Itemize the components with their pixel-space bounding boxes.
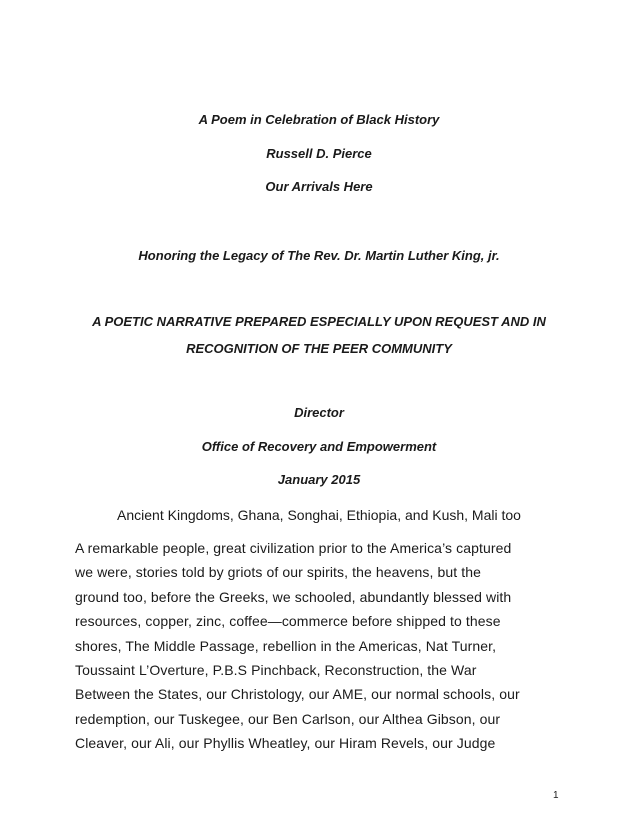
body-line: Toussaint L’Overture, P.B.S Pinchback, Reconstruction, the War (75, 662, 477, 679)
role-title: Director (294, 405, 344, 420)
narrative-heading-line1: A POETIC NARRATIVE PREPARED ESPECIALLY UPON REQUEST AND IN (92, 314, 546, 329)
body-line: Between the States, our Christology, our AME, our normal schools, our (75, 686, 520, 703)
office-name: Office of Recovery and Empowerment (201, 439, 437, 454)
opening-line: Ancient Kingdoms, Ghana, Songhai, Ethiopia, and Kush, Mali too (117, 507, 521, 523)
honoring-line: Honoring the Legacy of The Rev. Dr. Martin Luther King, jr. (138, 248, 500, 263)
page-number: 1 (553, 790, 559, 801)
body-line: redemption, our Tuskegee, our Ben Carlson, our Althea Gibson, our (75, 710, 501, 727)
body-line: resources, copper, zinc, coffee—commerce before shipped to these (75, 613, 501, 630)
body-line: we were, stories told by griots of our spirits, the heavens, but the (75, 564, 481, 581)
poem-name: Our Arrivals Here (265, 179, 373, 194)
body-line: A remarkable people, great civilization prior to the America’s captured (75, 540, 512, 556)
narrative-heading-line2: RECOGNITION OF THE PEER COMMUNITY (186, 341, 452, 356)
date-line: January 2015 (277, 472, 361, 487)
body-line: ground too, before the Greeks, we schooled, abundantly blessed with (75, 588, 512, 605)
body-line: Cleaver, our Ali, our Phyllis Wheatley, our Hiram Revels, our Judge (75, 735, 496, 752)
author-name: Russell D. Pierce (266, 146, 372, 161)
poem-body (75, 536, 565, 756)
body-line: shores, The Middle Passage, rebellion in the Americas, Nat Turner, (75, 637, 497, 654)
poem-title: A Poem in Celebration of Black History (198, 112, 440, 127)
